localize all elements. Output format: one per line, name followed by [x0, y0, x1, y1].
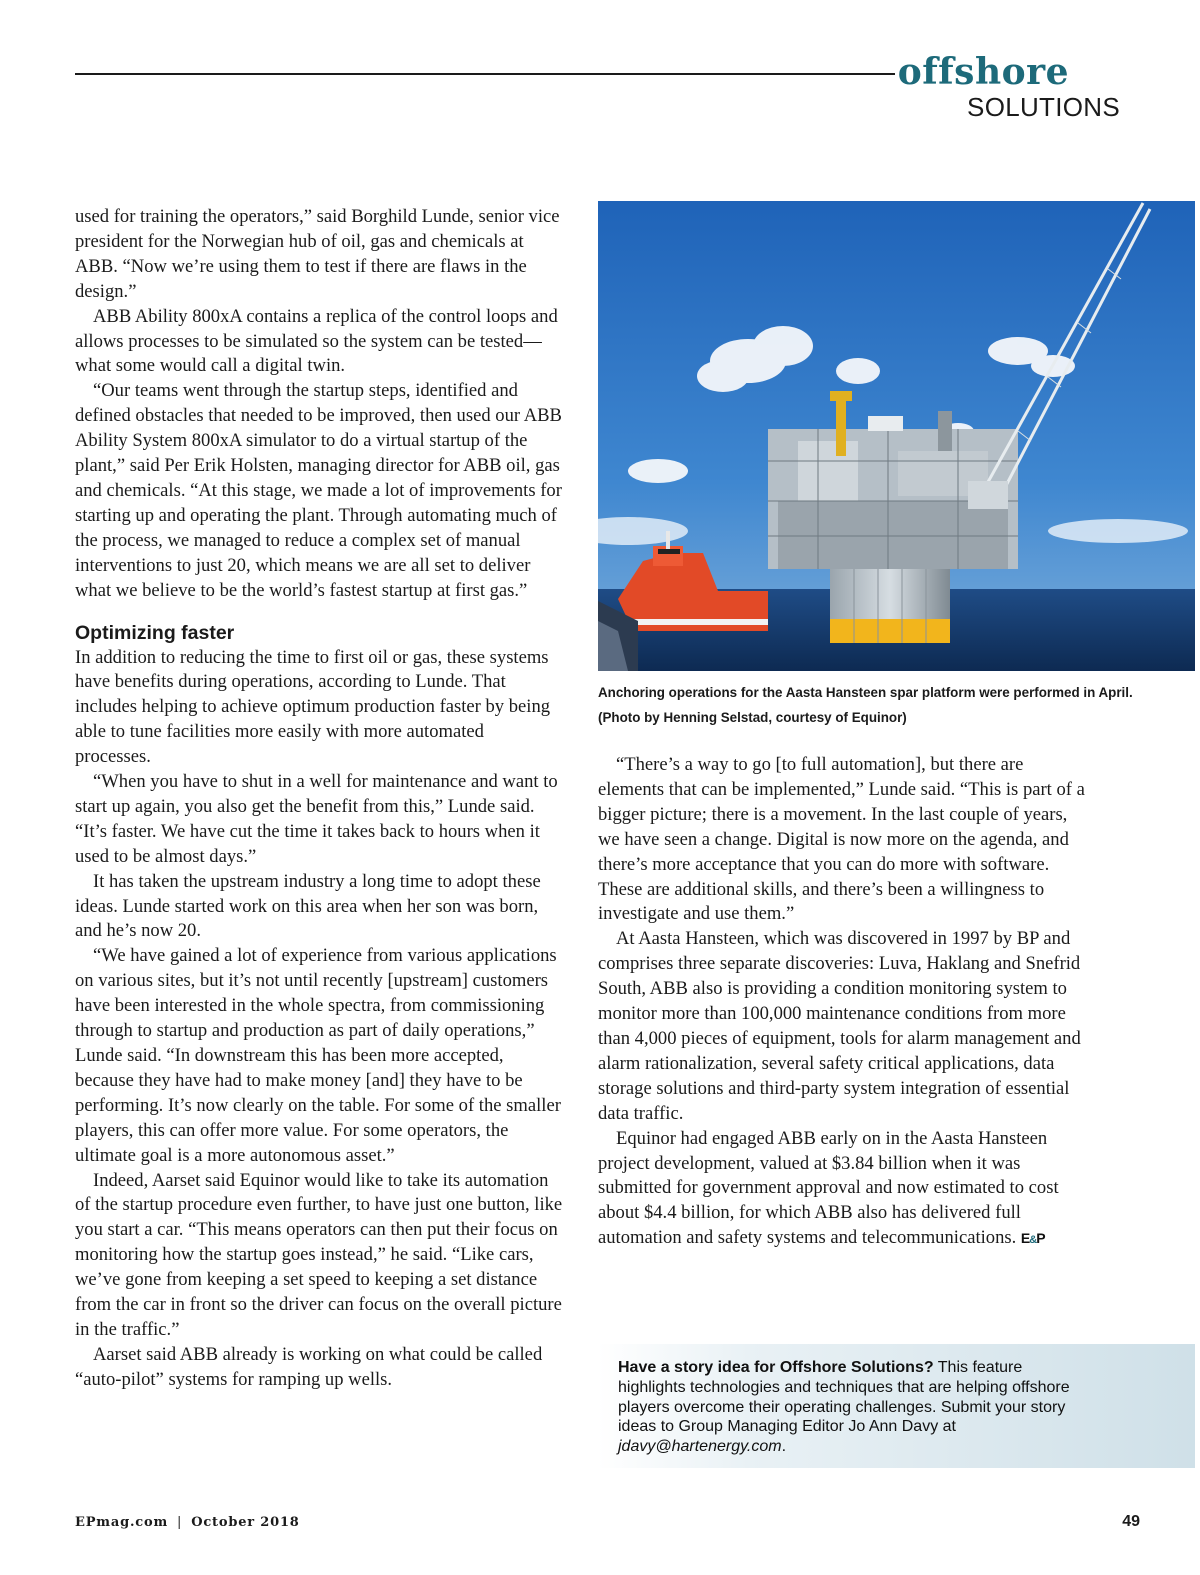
- body-paragraph: ABB Ability 800xA contains a replica of the control loops and allows processes to be simulated so the system can be tested—what some would call a digital twin.: [75, 305, 558, 377]
- photo-caption: Anchoring operations for the Aasta Hansteen spar platform were performed in April. (Photo by Henning Selstad, courtesy of Equinor): [598, 685, 1133, 725]
- right-column: [598, 753, 1088, 1253]
- ep-logo-e: E: [1020, 1230, 1030, 1247]
- callout-body: This feature highlights technologies and techniques that are helping offshore players overcome their operating challenges. Submit your story ideas to Group Managing Editor Jo Ann Davy at: [618, 1359, 1070, 1436]
- body-paragraph: [598, 1127, 1088, 1254]
- ep-logo-icon: [1021, 1230, 1045, 1246]
- callout-lead: Have a story idea for Offshore Solutions?: [618, 1359, 934, 1376]
- story-idea-callout: [598, 1344, 1195, 1468]
- callout-email-link[interactable]: jdavy@hartenergy.com: [618, 1438, 782, 1456]
- section-title-offshore: offshore: [897, 51, 1069, 93]
- body-paragraph: Aarset said ABB already is working on what could be called “auto-pilot” systems for ramping up wells.: [75, 1343, 543, 1390]
- footer: [75, 1515, 300, 1530]
- body-paragraph: “When you have to shut in a well for maintenance and want to start up again, you also get the benefit from this,” Lunde said. “It’s faster. We have cut the time it takes back to hours when it used to be almost days.”: [75, 771, 558, 867]
- body-paragraph: “There’s a way to go [to full automation], but there are elements that can be implemented,” Lunde said. “This is part of a bigger picture; there is a movement. In the last couple of years, we have seen a change. Digital is now more on the agenda, and there’s more acceptance that you can do more with software. These are additional skills, and there’s been a willingness to investigate and use them.”: [598, 754, 1085, 925]
- body-paragraph: “Our teams went through the startup steps, identified and defined obstacles that needed to be improved, then used our ABB Ability System 800xA simulator to do a virtual startup of the plant,” said Per Erik Holsten, managing director for ABB oil, gas and chemicals. “At this stage, we made a lot of improvements for starting up and operating the plant. Through automating much of the process, we managed to reduce a complex set of manual interventions to just 20, which means we are all set to deliver what we believe to be the world’s fastest startup at first gas.”: [75, 380, 562, 601]
- footer-site: EPmag.com: [75, 1515, 169, 1530]
- ep-logo-amp: &: [1029, 1234, 1037, 1247]
- body-paragraph: It has taken the upstream industry a long time to adopt these ideas. Lunde started work on this area when her son was born, and he’s now 20.: [75, 870, 541, 942]
- footer-separator: |: [177, 1515, 183, 1530]
- header-rule: [75, 73, 895, 75]
- subheading: Optimizing faster: [75, 621, 235, 644]
- body-paragraph: used for training the operators,” said Borghild Lunde, senior vice president for the Norwegian hub of oil, gas and chemicals at ABB. “Now we’re using them to test if there are flaws in the design.”: [75, 206, 560, 302]
- callout-end: .: [781, 1438, 787, 1456]
- footer-date: October 2018: [191, 1515, 300, 1530]
- body-paragraph-text: Equinor had engaged ABB early on in the Aasta Hansteen project development, valued at $3.84 billion when it was submitted for government approval and now estimated to cost about $4.4 billion, for which ABB also has delivered full automation and safety systems and telecommunications.: [598, 1127, 1059, 1249]
- ep-logo-p: P: [1036, 1230, 1045, 1247]
- body-paragraph: “We have gained a lot of experience from various applications on various sites, but it’s not until recently [upstream] customers have been interested in the whole spectra, from commissioning through to startup and production as part of daily operations,” Lunde said. “In downstream this has been more accepted, because they have had to make money [and] they have to be performing. It’s now clearly on the table. For some of the smaller players, this can offer more value. For some operators, the ultimate goal is a more autonomous asset.”: [75, 945, 561, 1166]
- body-paragraph: At Aasta Hansteen, which was discovered in 1997 by BP and comprises three separate discoveries: Luva, Haklang and Snefrid South, ABB also is providing a condition monitoring system to monitor more than 100,000 maintenance conditions from more than 4,000 pieces of equipment, tools for alarm management and alarm rationalization, several safety critical applications, data storage solutions and third-party system integration of essential data traffic.: [598, 928, 1081, 1124]
- left-column: [75, 205, 563, 1393]
- platform-photo: [598, 201, 1195, 671]
- callout-text: [618, 1358, 1078, 1457]
- section-title-solutions: SOLUTIONS: [967, 92, 1120, 122]
- body-paragraph: In addition to reducing the time to first oil or gas, these systems have benefits during operations, according to Lunde. That includes helping to achieve optimum production faster by being able to tune facilities more easily with more automated processes.: [75, 646, 551, 768]
- body-paragraph: Indeed, Aarset said Equinor would like to take its automation of the startup procedure even further, to have just one button, like you start a car. “This means operators can then put their focus on monitoring how the startup goes instead,” he said. “Like cars, we’ve gone from keeping a set speed to keeping a set distance from the car in front so the driver can focus on the overall picture in the traffic.”: [75, 1169, 563, 1340]
- page-number: 49: [1122, 1513, 1140, 1530]
